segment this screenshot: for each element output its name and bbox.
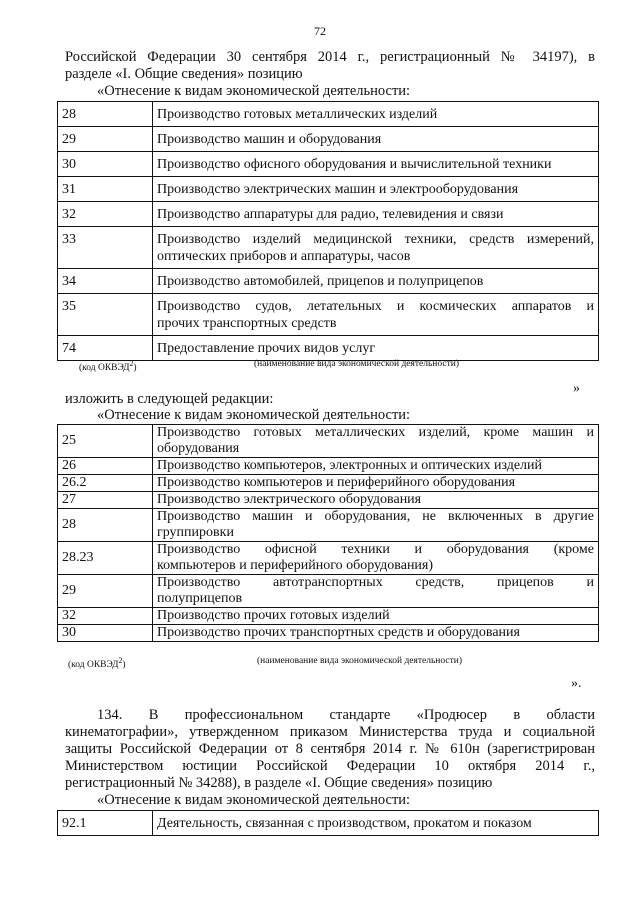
item-134-line-2: кинематографии», утвержденном приказом Министерства труда и социальной	[65, 724, 595, 740]
new-version-intro: изложить в следующей редакции:	[65, 391, 274, 407]
table-row	[58, 475, 599, 492]
activity-name-caption: (наименование вида экономической деятельности)	[254, 359, 459, 369]
activity-name: Производство электрических машин и электрооборудования	[153, 177, 599, 202]
activity-name: Производство судов, летательных и космических аппаратов и прочих транспортных средств	[153, 294, 599, 336]
table-row	[58, 152, 599, 177]
activity-name: Производство аппаратуры для радио, телевидения и связи	[153, 202, 599, 227]
okved-table-producer	[57, 810, 599, 836]
activity-name-caption: (наименование вида экономической деятельности)	[257, 656, 462, 666]
okved-code: 35	[58, 294, 153, 336]
table-row	[58, 127, 599, 152]
activity-name: Предоставление прочих видов услуг	[153, 336, 599, 361]
table-row	[58, 177, 599, 202]
activity-name: Производство электрического оборудования	[153, 492, 599, 509]
okved-table-old	[57, 101, 599, 361]
table-row	[58, 294, 599, 336]
item-134-line-1: 134. В профессиональном стандарте «Продюсер в области	[97, 707, 595, 723]
table-row	[58, 509, 599, 542]
okved-code: 33	[58, 227, 153, 269]
activity-name: Производство готовых металлических изделий	[153, 102, 599, 127]
new-version-heading: «Отнесение к видам экономической деятельности:	[97, 407, 411, 423]
table-row	[58, 336, 599, 361]
activity-name: Производство готовых металлических изделий, кроме машин и оборудования	[153, 425, 599, 458]
item-134-line-5: регистрационный № 34288), в разделе «I. Общие сведения» позицию	[65, 775, 493, 791]
okved-code: 92.1	[58, 811, 153, 836]
intro-line-1: Российской Федерации 30 сентября 2014 г., регистрационный № 34197), в	[65, 49, 595, 65]
table-row	[58, 608, 599, 625]
table-row	[58, 102, 599, 127]
item-134-line-6: «Отнесение к видам экономической деятельности:	[97, 792, 411, 808]
intro-line-3: «Отнесение к видам экономической деятельности:	[97, 83, 411, 99]
table-row	[58, 458, 599, 475]
okved-code: 26	[58, 458, 153, 475]
okved-code-caption: (код ОКВЭД$^2$)	[79, 359, 137, 374]
activity-name: Производство прочих готовых изделий	[153, 608, 599, 625]
okved-code: 32	[58, 608, 153, 625]
okved-code-caption: (код ОКВЭД$^2$)	[68, 656, 126, 671]
table-row	[58, 625, 599, 642]
table-row	[58, 811, 599, 836]
activity-name: Производство машин и оборудования	[153, 127, 599, 152]
okved-code: 29	[58, 575, 153, 608]
activity-name: Производство компьютеров и периферийного оборудования	[153, 475, 599, 492]
okved-code: 74	[58, 336, 153, 361]
okved-code: 25	[58, 425, 153, 458]
activity-name: Производство прочих транспортных средств и оборудования	[153, 625, 599, 642]
activity-name: Производство изделий медицинской техники, средств измерений, оптических приборов и аппаратуры, часов	[153, 227, 599, 269]
activity-name: Производство офисного оборудования и вычислительной техники	[153, 152, 599, 177]
activity-name: Производство компьютеров, электронных и оптических изделий	[153, 458, 599, 475]
closing-quote: ».	[571, 676, 582, 691]
closing-quote: »	[573, 381, 580, 396]
okved-code: 30	[58, 152, 153, 177]
item-134-line-3: защиты Российской Федерации от 8 сентября 2014 г. № 610н (зарегистрирован	[65, 741, 595, 757]
okved-code: 27	[58, 492, 153, 509]
okved-code: 31	[58, 177, 153, 202]
table-row	[58, 542, 599, 575]
okved-code: 28	[58, 509, 153, 542]
okved-code: 34	[58, 269, 153, 294]
activity-name: Производство автомобилей, прицепов и полуприцепов	[153, 269, 599, 294]
okved-code: 28	[58, 102, 153, 127]
table-row	[58, 492, 599, 509]
okved-code: 32	[58, 202, 153, 227]
item-134-line-4: Министерством юстиции Российской Федерации 10 октября 2014 г.,	[65, 758, 595, 774]
activity-name: Производство машин и оборудования, не включенных в другие группировки	[153, 509, 599, 542]
okved-code: 26.2	[58, 475, 153, 492]
table-row	[58, 269, 599, 294]
okved-code: 30	[58, 625, 153, 642]
table-row	[58, 575, 599, 608]
okved-table-new	[57, 424, 599, 642]
table-row	[58, 425, 599, 458]
okved-code: 28.23	[58, 542, 153, 575]
page-number: 72	[314, 24, 326, 38]
okved-code: 29	[58, 127, 153, 152]
intro-line-2: разделе «I. Общие сведения» позицию	[65, 66, 303, 82]
activity-name: Деятельность, связанная с производством, прокатом и показом	[153, 811, 599, 836]
activity-name: Производство офисной техники и оборудования (кроме компьютеров и периферийного оборудования)	[153, 542, 599, 575]
activity-name: Производство автотранспортных средств, прицепов и полуприцепов	[153, 575, 599, 608]
table-row	[58, 202, 599, 227]
table-row	[58, 227, 599, 269]
